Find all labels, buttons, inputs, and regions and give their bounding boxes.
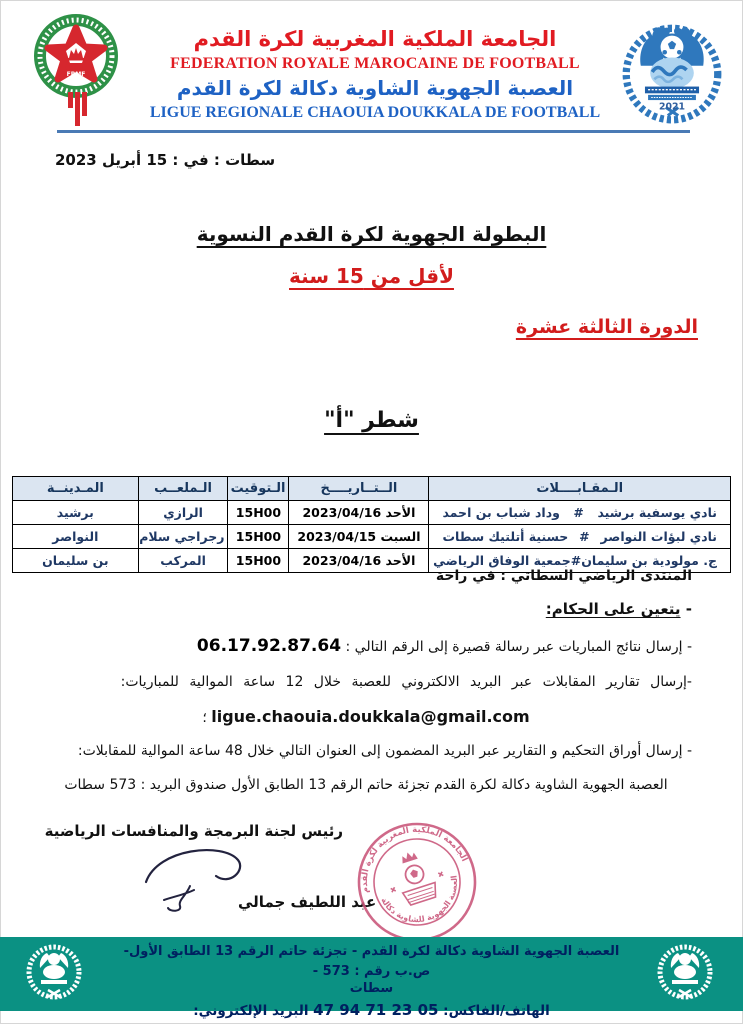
away-team: حسنية أتلتيك سطات [442,529,569,544]
col-header-date: الــتــاريــــخ [289,477,429,501]
section-title: شطر "أ" [324,408,419,433]
col-header-matches: الـمقـابــــلات [429,477,731,501]
match-time: 15H00 [228,549,289,573]
home-team: نادي لبؤات النواصر [600,529,717,544]
versus-mark: # [579,529,590,544]
match-time: 15H00 [228,525,289,549]
league-emblem-icon [620,20,724,124]
match-city: بن سليمان [13,549,139,573]
footer-text [110,942,633,1022]
match-date: الأحد 2023/04/16 [289,501,429,525]
header-divider [57,130,690,133]
email-line: ligue.chaouia.doukkala@gmail.com ؛ [202,706,530,726]
federation-name-fr: FEDERATION ROYALE MAROCAINE DE FOOTBALL [170,55,580,73]
letterhead [135,26,615,123]
notes-section [40,566,692,808]
match-stadium: المركب [138,549,228,573]
table-row [13,525,731,549]
home-team: ج. مولودية بن سليمان [581,553,717,568]
footer-bar [0,937,743,1019]
postal-address: العصبة الجهوية الشاوية دكالة لكرة القدم تجزئة حاتم الرقم 13 الطابق الأول صندوق البريد : 573 سطات [64,776,668,793]
col-header-time: الـتوقيت [228,477,289,501]
match-date: السبت 2023/04/15 [289,525,429,549]
versus-mark: # [573,505,584,520]
col-header-city: المـدينــة [13,477,139,501]
footer-phone-number: 05 23 71 94 47 [313,1000,439,1019]
stamp-bottom-text: العصبة الجهوية للشاوية دكالة [379,874,460,925]
league-name-ar: العصبة الجهوية الشاوية دكالة لكرة القدم [176,76,574,101]
footer-address-line: العصبة الجهوية الشاوية دكالة لكرة القدم - تجزئة حاتم الرقم 13 الطابق الأول- ص.ب رقم : 573 - [123,944,620,979]
away-team: وداد شباب بن احمد [442,505,560,520]
versus-mark: # [570,553,582,568]
match-date: الأحد 2023/04/16 [289,549,429,573]
referees-heading: يتعين على الحكام: [545,600,681,619]
reports-note: -إرسال تقارير المقابلات عبر البريد الالكتروني للعصبة خلال 12 ساعة الموالية للمباريات: [120,673,692,690]
stamp-top-text: الجامعة الملكية المغربية لكرة القدم [359,824,470,894]
sms-phone-number: 06.17.92.87.64 [196,636,342,657]
age-category-title: لأقل من 15 سنة [289,264,454,288]
league-name-fr: LIGUE REGIONALE CHAOUIA DOUKKALA DE FOOTBALL [149,104,601,122]
footer-contact-line: الهاتف/الفاكس: 05 23 71 94 47 البريد الإلكتروني: [193,1000,550,1019]
league-email: ligue.chaouia.doukkala@gmail.com [211,706,530,726]
table-header-row [13,477,731,501]
date-line: سطات : في : 15 أبريل 2023 [55,151,276,169]
col-header-stadium: الـملعــب [138,477,228,501]
referees-heading-line: - يتعين على الحكام: [545,600,692,619]
rest-note: المنتدى الرياضي السطاتي : في راحة [435,568,692,584]
footer-city: سطات [349,981,394,996]
home-team: نادي يوسفية برشيد [597,505,717,520]
results-note: - إرسال نتائج المباريات عبر رسالة قصيرة إلى الرقم التالي : 06.17.92.87.64 [196,636,692,657]
signatory-name: عبد اللطيف جمالي [238,893,377,911]
federation-name-ar: الجامعة الملكية المغربية لكرة القدم [193,27,557,51]
matches-table [12,476,731,573]
footer-emblem-icon [645,942,725,1006]
match-city: برشيد [13,501,139,525]
round-title: الدورة الثالثة عشرة [515,316,698,338]
league-stamp-icon [350,816,484,948]
sheets-note: - إرسال أوراق التحكيم و التقارير عبر البريد المضمون إلى العنوان التالي خلال 48 ساعة الموالية للمقابلات: [77,743,692,760]
frmf-crest-icon [34,12,130,128]
match-stadium: رجراجي سلام [138,525,228,549]
league-logo-year: 2021 [658,101,686,113]
signatory-title: رئيس لجنة البرمجة والمنافسات الرياضية [44,822,343,840]
away-team: جمعية الوفاق الرياضي [433,553,571,568]
match-stadium: الرازي [138,501,228,525]
footer-emblem-icon [14,942,94,1006]
match-time: 15H00 [228,501,289,525]
championship-title: البطولة الجهوية لكرة القدم النسوية [196,222,547,246]
match-city: النواصر [13,525,139,549]
frmf-logo-label: FRMF [66,71,86,78]
table-row [13,501,731,525]
